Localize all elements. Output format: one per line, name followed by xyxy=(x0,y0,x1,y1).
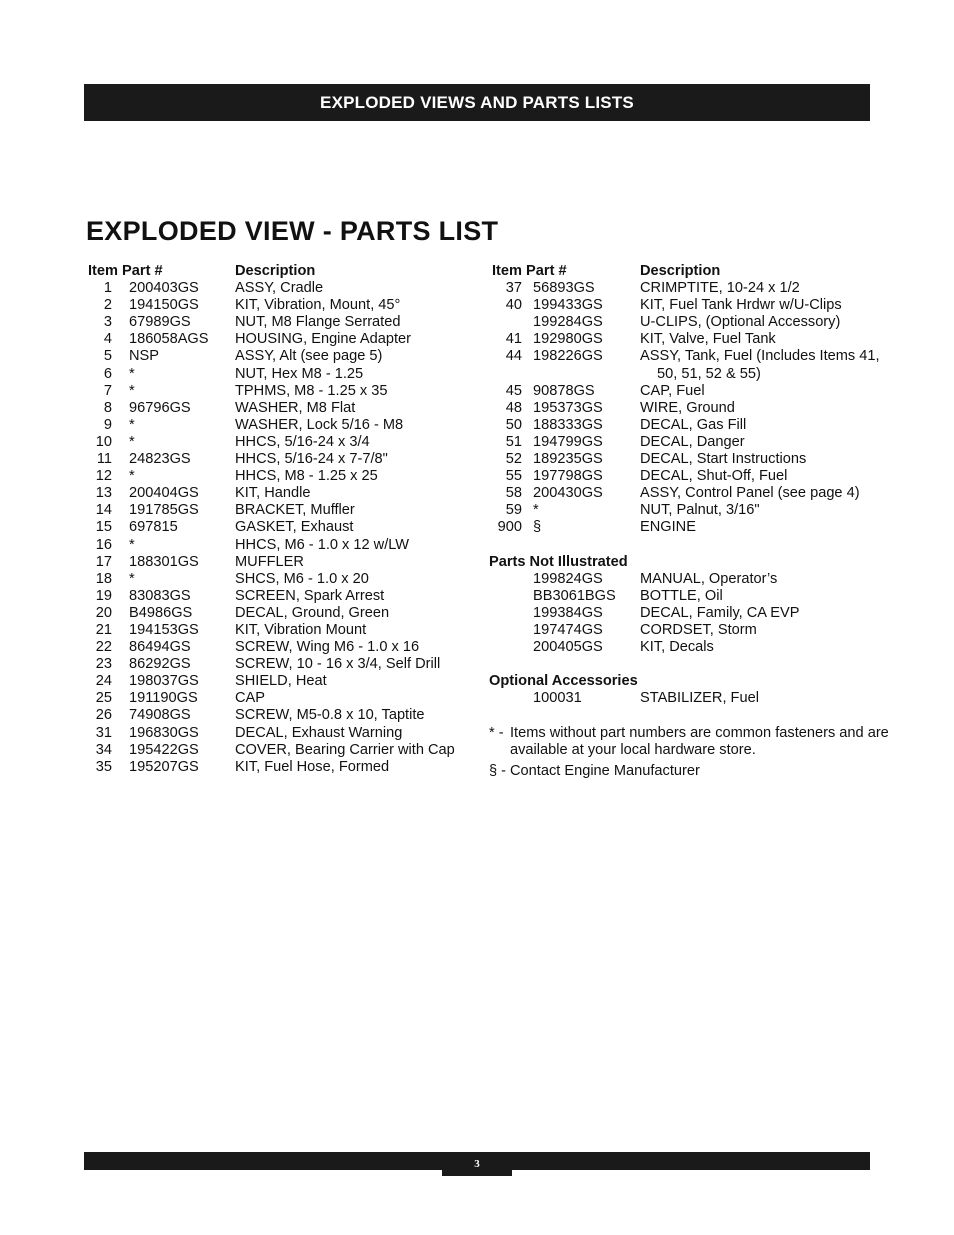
part-number: 199433GS xyxy=(533,297,603,314)
parts-row xyxy=(489,451,879,468)
parts-row xyxy=(88,707,468,724)
part-number: 100031 xyxy=(533,690,582,707)
part-description: TPHMS, M8 - 1.25 x 35 xyxy=(235,382,388,399)
page-title: EXPLODED VIEW - PARTS LIST xyxy=(86,216,499,246)
item-number: 6 xyxy=(103,365,112,382)
part-number: § xyxy=(533,519,542,536)
part-number: 194153GS xyxy=(129,621,199,638)
part-number: 74908GS xyxy=(129,707,191,724)
item-number: 34 xyxy=(95,741,112,758)
item-number: 20 xyxy=(95,604,112,621)
item-number: 48 xyxy=(505,399,522,416)
part-number: 196830GS xyxy=(129,724,199,741)
part-description: NUT, M8 Flange Serrated xyxy=(235,314,401,331)
part-description: BRACKET, Muffler xyxy=(235,502,355,519)
part-description: DECAL, Start Instructions xyxy=(640,451,807,468)
part-description: SHCS, M6 - 1.0 x 20 xyxy=(235,570,369,587)
parts-list-header xyxy=(489,263,879,280)
item-number: 52 xyxy=(505,451,522,468)
item-number: 24 xyxy=(95,673,112,690)
item-number: 51 xyxy=(505,433,522,450)
part-number: 67989GS xyxy=(129,314,191,331)
item-number: 45 xyxy=(505,382,522,399)
item-number: 5 xyxy=(103,348,112,365)
item-number: 12 xyxy=(95,468,112,485)
part-number: 199284GS xyxy=(533,314,603,331)
parts-row xyxy=(88,383,468,400)
part-description: HHCS, 5/16-24 x 7-7/8" xyxy=(235,451,388,468)
parts-row xyxy=(489,485,879,502)
parts-row xyxy=(88,605,468,622)
optional-accessories-title: Optional Accessories xyxy=(489,673,638,690)
part-number: 198226GS xyxy=(533,348,603,365)
parts-row xyxy=(88,759,468,776)
parts-row xyxy=(489,280,879,297)
section-header-title: EXPLODED VIEWS AND PARTS LISTS xyxy=(320,92,634,112)
item-number: 58 xyxy=(505,485,522,502)
parts-row xyxy=(88,468,468,485)
part-number: 188333GS xyxy=(533,416,603,433)
parts-row xyxy=(88,400,468,417)
part-number: 200403GS xyxy=(129,280,199,297)
part-number: 195422GS xyxy=(129,741,199,758)
part-number: 194799GS xyxy=(533,433,603,450)
parts-row xyxy=(88,434,468,451)
part-number: 194150GS xyxy=(129,297,199,314)
item-number: 37 xyxy=(505,280,522,297)
parts-row xyxy=(489,400,879,417)
part-description: DECAL, Ground, Green xyxy=(235,604,390,621)
col-header-item-part: Item Part # xyxy=(492,263,567,279)
part-description: U-CLIPS, (Optional Accessory) xyxy=(640,314,841,331)
item-number: 55 xyxy=(505,468,522,485)
part-description: ASSY, Control Panel (see page 4) xyxy=(640,485,860,502)
part-description: DECAL, Danger xyxy=(640,433,745,450)
part-number: 191785GS xyxy=(129,502,199,519)
part-description: KIT, Handle xyxy=(235,485,311,502)
parts-row xyxy=(489,588,879,605)
part-description: WASHER, Lock 5/16 - M8 xyxy=(235,416,404,433)
item-number: 13 xyxy=(95,485,112,502)
footnote-mark: * - xyxy=(489,725,504,742)
parts-row xyxy=(489,605,879,622)
item-number: 21 xyxy=(95,621,112,638)
part-description: MANUAL, Operator’s xyxy=(640,570,778,587)
part-number: 189235GS xyxy=(533,451,603,468)
part-number: 697815 xyxy=(129,519,178,536)
part-number: * xyxy=(129,536,135,553)
parts-row xyxy=(88,571,468,588)
parts-row xyxy=(88,297,468,314)
parts-row xyxy=(88,725,468,742)
part-number: NSP xyxy=(129,348,160,365)
part-number: 199824GS xyxy=(533,570,603,587)
part-description: HHCS, M6 - 1.0 x 12 w/LW xyxy=(235,536,410,553)
part-description: HHCS, M8 - 1.25 x 25 xyxy=(235,468,378,485)
parts-list-header xyxy=(88,263,468,280)
part-description: KIT, Decals xyxy=(640,638,714,655)
part-description: KIT, Vibration Mount xyxy=(235,621,367,638)
footnote-text: Items without part numbers are common fasteners and are available at your local hardware store. xyxy=(510,725,889,759)
col-header-item-part: Item Part # xyxy=(88,263,163,279)
part-number: * xyxy=(129,365,135,382)
footnote-text: Contact Engine Manufacturer xyxy=(510,763,700,780)
part-number: 200404GS xyxy=(129,485,199,502)
item-number: 41 xyxy=(505,331,522,348)
part-description: NUT, Hex M8 - 1.25 xyxy=(235,365,364,382)
part-description: WASHER, M8 Flat xyxy=(235,399,356,416)
item-number: 50 xyxy=(505,416,522,433)
part-description: DECAL, Shut-Off, Fuel xyxy=(640,468,788,485)
part-description: SCREEN, Spark Arrest xyxy=(235,587,385,604)
part-description: WIRE, Ground xyxy=(640,399,735,416)
item-number: 18 xyxy=(95,570,112,587)
part-description-cont: 50, 51, 52 & 55) xyxy=(657,365,761,382)
part-number: 86494GS xyxy=(129,639,191,656)
parts-row xyxy=(88,331,468,348)
parts-row xyxy=(88,502,468,519)
item-number: 31 xyxy=(95,724,112,741)
parts-row xyxy=(88,348,468,365)
parts-row xyxy=(88,485,468,502)
part-number: * xyxy=(129,468,135,485)
part-description: CORDSET, Storm xyxy=(640,621,757,638)
part-number: 197474GS xyxy=(533,621,603,638)
part-number: 83083GS xyxy=(129,587,191,604)
item-number: 59 xyxy=(505,502,522,519)
part-number: 96796GS xyxy=(129,399,191,416)
part-number: 56893GS xyxy=(533,280,595,297)
parts-row xyxy=(489,348,879,382)
parts-row xyxy=(489,639,879,656)
part-description: SHIELD, Heat xyxy=(235,673,327,690)
item-number: 35 xyxy=(95,758,112,775)
parts-row xyxy=(489,571,879,588)
footnote-mark: § - xyxy=(489,763,507,780)
parts-row xyxy=(489,331,879,348)
parts-row xyxy=(88,622,468,639)
part-number: 90878GS xyxy=(533,382,595,399)
part-number: BB3061BGS xyxy=(533,587,616,604)
part-number: 195373GS xyxy=(533,399,603,416)
part-number: 192980GS xyxy=(533,331,603,348)
part-description: DECAL, Gas Fill xyxy=(640,416,747,433)
not-illustrated-title: Parts Not Illustrated xyxy=(489,553,628,570)
parts-row xyxy=(489,468,879,485)
part-description: KIT, Fuel Hose, Formed xyxy=(235,758,390,775)
parts-row xyxy=(88,588,468,605)
item-number: 11 xyxy=(96,451,112,468)
item-number: 25 xyxy=(95,690,112,707)
parts-row xyxy=(489,297,879,314)
part-description: KIT, Fuel Tank Hrdwr w/U-Clips xyxy=(640,297,842,314)
item-number: 3 xyxy=(103,314,112,331)
item-number: 17 xyxy=(95,553,112,570)
parts-row xyxy=(88,554,468,571)
part-description: SCREW, M5-0.8 x 10, Taptite xyxy=(235,707,425,724)
part-number: * xyxy=(129,416,135,433)
parts-row xyxy=(88,690,468,707)
parts-list-right xyxy=(489,263,889,781)
parts-row xyxy=(489,690,879,707)
item-number: 14 xyxy=(95,502,112,519)
parts-row xyxy=(88,366,468,383)
part-description: ENGINE xyxy=(640,519,696,536)
item-number: 23 xyxy=(95,656,112,673)
item-number: 10 xyxy=(95,433,112,450)
item-number: 16 xyxy=(95,536,112,553)
item-number: 19 xyxy=(95,587,112,604)
part-description: GASKET, Exhaust xyxy=(235,519,354,536)
page-number-tab xyxy=(442,1152,512,1176)
parts-row xyxy=(88,639,468,656)
parts-row xyxy=(88,417,468,434)
col-header-description: Description xyxy=(640,263,721,279)
part-number: 200430GS xyxy=(533,485,603,502)
parts-row xyxy=(489,417,879,434)
item-number: 900 xyxy=(497,519,522,536)
parts-row xyxy=(489,502,879,519)
parts-row xyxy=(88,314,468,331)
part-number: 186058AGS xyxy=(129,331,209,348)
part-number: 199384GS xyxy=(533,604,603,621)
parts-row xyxy=(489,434,879,451)
footnote-engine xyxy=(489,763,890,780)
parts-row xyxy=(88,280,468,297)
part-description: ASSY, Cradle xyxy=(235,280,324,297)
item-number: 26 xyxy=(95,707,112,724)
parts-list-left xyxy=(88,263,468,776)
part-description: CRIMPTITE, 10-24 x 1/2 xyxy=(640,280,800,297)
part-number: 198037GS xyxy=(129,673,199,690)
part-number: 195207GS xyxy=(129,758,199,775)
parts-row xyxy=(88,537,468,554)
item-number: 1 xyxy=(103,280,112,297)
part-description: ASSY, Alt (see page 5) xyxy=(235,348,383,365)
part-number: B4986GS xyxy=(129,604,193,621)
part-description: KIT, Vibration, Mount, 45° xyxy=(235,297,401,314)
page-number: 3 xyxy=(474,1158,480,1170)
part-description: MUFFLER xyxy=(235,553,304,570)
item-number: 4 xyxy=(103,331,112,348)
part-number: * xyxy=(533,502,539,519)
part-description: SCREW, Wing M6 - 1.0 x 16 xyxy=(235,639,420,656)
part-description: STABILIZER, Fuel xyxy=(640,690,759,707)
parts-row xyxy=(88,742,468,759)
part-description: KIT, Valve, Fuel Tank xyxy=(640,331,776,348)
part-number: * xyxy=(129,382,135,399)
parts-row xyxy=(88,451,468,468)
part-number: 200405GS xyxy=(533,638,603,655)
part-number: 86292GS xyxy=(129,656,191,673)
part-description: SCREW, 10 - 16 x 3/4, Self Drill xyxy=(235,656,441,673)
part-number: * xyxy=(129,570,135,587)
part-description: DECAL, Exhaust Warning xyxy=(235,724,403,741)
part-number: * xyxy=(129,433,135,450)
item-number: 2 xyxy=(103,297,112,314)
part-description: CAP xyxy=(235,690,266,707)
item-number: 40 xyxy=(505,297,522,314)
part-description: BOTTLE, Oil xyxy=(640,587,723,604)
item-number: 8 xyxy=(103,399,112,416)
part-description: NUT, Palnut, 3/16" xyxy=(640,502,760,519)
parts-row xyxy=(489,622,879,639)
part-number: 188301GS xyxy=(129,553,199,570)
part-description: COVER, Bearing Carrier with Cap xyxy=(235,741,455,758)
item-number: 7 xyxy=(103,382,112,399)
part-number: 191190GS xyxy=(129,690,198,707)
item-number: 15 xyxy=(95,519,112,536)
item-number: 44 xyxy=(505,348,522,365)
part-description: CAP, Fuel xyxy=(640,382,705,399)
part-number: 197798GS xyxy=(533,468,603,485)
part-description: HHCS, 5/16-24 x 3/4 xyxy=(235,433,370,450)
parts-row xyxy=(489,314,879,331)
col-header-description: Description xyxy=(235,263,316,279)
part-description: ASSY, Tank, Fuel (Includes Items 41, 50, 51, 52 & 55) xyxy=(640,348,880,382)
parts-row xyxy=(88,656,468,673)
part-number: 24823GS xyxy=(129,451,191,468)
part-description: HOUSING, Engine Adapter xyxy=(235,331,412,348)
parts-row xyxy=(489,519,879,536)
item-number: 9 xyxy=(103,416,112,433)
parts-row xyxy=(489,383,879,400)
section-header-bar xyxy=(84,84,870,121)
item-number: 22 xyxy=(95,639,112,656)
parts-row xyxy=(88,519,468,536)
part-description: DECAL, Family, CA EVP xyxy=(640,604,800,621)
parts-row xyxy=(88,673,468,690)
footnote-fasteners xyxy=(489,725,890,759)
